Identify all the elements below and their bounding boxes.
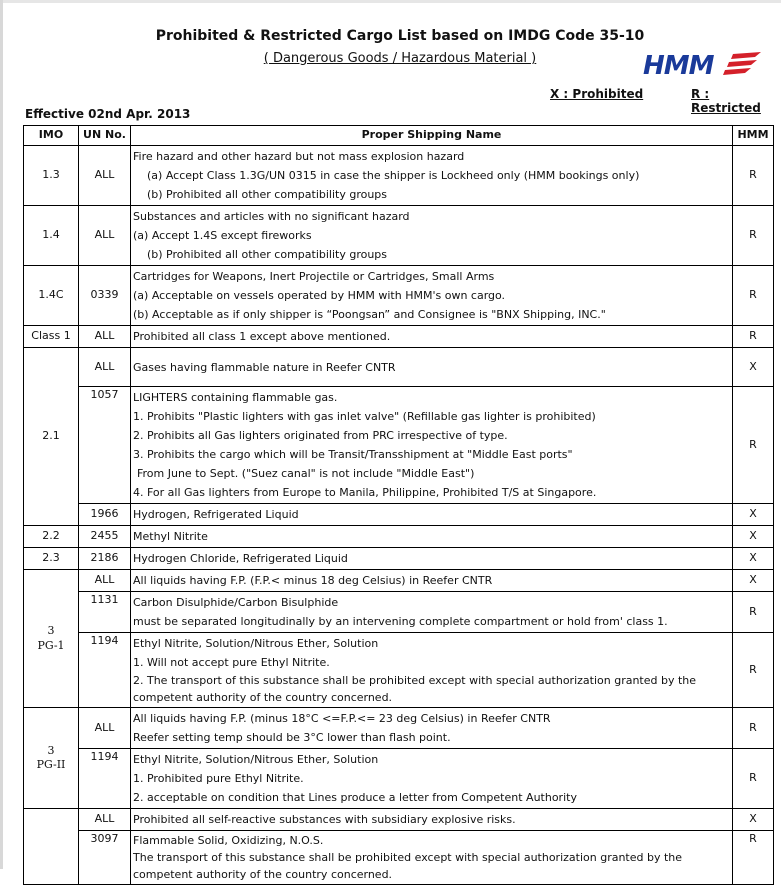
imo-cell: 1.4C [24, 266, 79, 326]
table-row [24, 831, 774, 885]
un-cell: 0339 [79, 266, 131, 326]
name-line: (a) Accept 1.4S except fireworks [133, 229, 312, 242]
imo-packing-group: PG-1 [37, 638, 65, 652]
un-cell: ALL [79, 708, 131, 749]
hmm-cell: R [733, 633, 774, 708]
un-cell: 1194 [79, 633, 131, 708]
un-cell: 2455 [79, 526, 131, 548]
svg-text:HMM: HMM [643, 51, 714, 80]
legend-prohibited: X : Prohibited [550, 87, 644, 101]
imo-cell [24, 708, 79, 809]
hmm-cell: X [733, 809, 774, 831]
hmm-cell: R [733, 206, 774, 266]
un-cell: 3097 [79, 831, 131, 885]
name-cell [131, 749, 733, 809]
name-line: (b) Acceptable as if only shipper is “Poongsan” and Consignee is "BNX Shipping, INC." [133, 308, 606, 321]
imo-cell [24, 809, 79, 885]
name-line: Prohibited all class 1 except above mentioned. [133, 330, 391, 343]
name-line: 2. acceptable on condition that Lines produce a letter from Competent Authority [133, 791, 577, 804]
imo-packing-group: PG-II [36, 758, 66, 771]
name-line: Flammable Solid, Oxidizing, N.O.S. [133, 834, 324, 847]
table-row [24, 749, 774, 809]
un-cell: 1131 [79, 592, 131, 633]
legend-restricted: R : Restricted [691, 87, 761, 115]
name-cell [131, 504, 733, 526]
name-line: Fire hazard and other hazard but not mass explosion hazard [133, 150, 465, 163]
un-cell: 1194 [79, 749, 131, 809]
name-line: 2. The transport of this substance shall be prohibited except with special authorization granted by the competent authority of the country concerned. [133, 674, 697, 704]
imo-class-number: 3 [47, 743, 55, 757]
name-line: Methyl Nitrite [133, 530, 208, 543]
table-row [24, 526, 774, 548]
name-cell [131, 570, 733, 592]
imo-cell: Class 1 [24, 326, 79, 348]
name-cell [131, 387, 733, 504]
name-cell [131, 831, 733, 885]
name-cell [131, 526, 733, 548]
name-line: All liquids having F.P. (F.P.< minus 18 deg Celsius) in Reefer CNTR [133, 574, 493, 587]
name-line: 1. Will not accept pure Ethyl Nitrite. [133, 656, 330, 669]
table-row [24, 387, 774, 504]
page-left-edge [0, 0, 3, 869]
hmm-cell: R [733, 831, 774, 885]
name-cell [131, 809, 733, 831]
un-cell: ALL [79, 146, 131, 206]
name-line: Reefer setting temp should be 3°C lower than flash point. [133, 731, 451, 744]
name-line: Carbon Disulphide/Carbon Bisulphide [133, 596, 339, 609]
name-cell [131, 266, 733, 326]
un-cell: 1966 [79, 504, 131, 526]
name-cell [131, 548, 733, 570]
name-cell [131, 146, 733, 206]
column-header-name: Proper Shipping Name [131, 126, 733, 146]
name-line: (b) Prohibited all other compatibility groups [147, 188, 388, 201]
name-cell [131, 348, 733, 387]
hmm-cell: R [733, 749, 774, 809]
imo-cell: 1.3 [24, 146, 79, 206]
table-row [24, 348, 774, 387]
name-line: The transport of this substance shall be prohibited except with special authorization granted by the competent authority of the country concerned. [133, 851, 683, 881]
table-row [24, 548, 774, 570]
name-line: Ethyl Nitrite, Solution/Nitrous Ether, Solution [133, 637, 379, 650]
name-cell [131, 206, 733, 266]
un-cell: ALL [79, 809, 131, 831]
name-line: LIGHTERS containing flammable gas. [133, 391, 338, 404]
name-line: Prohibited all self-reactive substances with subsidiary explosive risks. [133, 813, 516, 826]
name-line: From June to Sept. ("Suez canal" is not include "Middle East") [137, 467, 475, 480]
name-line: Ethyl Nitrite, Solution/Nitrous Ether, Solution [133, 753, 379, 766]
name-line: Gases having flammable nature in Reefer CNTR [133, 360, 396, 374]
name-line: All liquids having F.P. (minus 18°C <=F.P.<= 23 deg Celsius) in Reefer CNTR [133, 712, 551, 725]
hmm-cell: X [733, 504, 774, 526]
column-header-un: UN No. [79, 126, 131, 146]
name-line: 1. Prohibits "Plastic lighters with gas inlet valve" (Refillable gas lighter is prohibited) [133, 410, 596, 423]
table-row [24, 146, 774, 206]
name-line: Hydrogen, Refrigerated Liquid [133, 508, 299, 521]
hmm-cell: R [733, 592, 774, 633]
hmm-cell: X [733, 570, 774, 592]
hmm-logo [643, 48, 763, 80]
document-subtitle: ( Dangerous Goods / Hazardous Material ) [263, 51, 537, 66]
table-row [24, 206, 774, 266]
document-title: Prohibited & Restricted Cargo List based on IMDG Code 35-10 [155, 28, 645, 44]
table-row [24, 592, 774, 633]
un-cell: ALL [79, 206, 131, 266]
page-top-edge [0, 0, 781, 3]
name-cell [131, 708, 733, 749]
table-row [24, 570, 774, 592]
column-header-imo: IMO [24, 126, 79, 146]
hmm-cell: R [733, 326, 774, 348]
un-cell: ALL [79, 326, 131, 348]
name-line: (b) Prohibited all other compatibility groups [147, 248, 388, 261]
name-line: (a) Accept Class 1.3G/UN 0315 in case the shipper is Lockheed only (HMM bookings only) [147, 169, 640, 182]
hmm-cell: R [733, 266, 774, 326]
hmm-cell: R [733, 387, 774, 504]
table-row [24, 504, 774, 526]
name-line: must be separated longitudinally by an intervening complete compartment or hold from' class 1. [133, 615, 668, 628]
imo-class-number: 3 [47, 624, 55, 638]
table-row [24, 708, 774, 749]
table-row [24, 633, 774, 708]
table-header-row [24, 126, 774, 146]
table-row [24, 326, 774, 348]
imo-cell: 2.3 [24, 548, 79, 570]
imo-cell: 1.4 [24, 206, 79, 266]
cargo-table [23, 125, 774, 885]
name-line: Hydrogen Chloride, Refrigerated Liquid [133, 552, 348, 565]
imo-cell [24, 570, 79, 708]
hmm-cell: X [733, 548, 774, 570]
name-line: Cartridges for Weapons, Inert Projectile or Cartridges, Small Arms [133, 270, 495, 283]
table-row [24, 266, 774, 326]
name-cell [131, 592, 733, 633]
hmm-cell: R [733, 708, 774, 749]
name-line: (a) Acceptable on vessels operated by HMM with HMM's own cargo. [133, 289, 506, 302]
un-cell: ALL [79, 570, 131, 592]
table-row [24, 809, 774, 831]
imo-cell: 2.1 [24, 348, 79, 526]
name-cell [131, 326, 733, 348]
hmm-cell: X [733, 526, 774, 548]
hmm-cell: R [733, 146, 774, 206]
name-line: 2. Prohibits all Gas lighters originated from PRC irrespective of type. [133, 429, 508, 442]
column-header-hmm: HMM [733, 126, 774, 146]
imo-cell: 2.2 [24, 526, 79, 548]
un-cell: 2186 [79, 548, 131, 570]
name-line: 1. Prohibited pure Ethyl Nitrite. [133, 772, 304, 785]
un-cell: 1057 [79, 387, 131, 504]
name-cell [131, 633, 733, 708]
name-line: 4. For all Gas lighters from Europe to Manila, Philippine, Prohibited T/S at Singapore. [133, 486, 597, 499]
name-line: Substances and articles with no significant hazard [133, 210, 410, 223]
hmm-cell: X [733, 348, 774, 387]
effective-date: Effective 02nd Apr. 2013 [25, 107, 191, 121]
un-cell: ALL [79, 348, 131, 387]
name-line: 3. Prohibits the cargo which will be Transit/Transshipment at "Middle East ports" [133, 448, 573, 461]
